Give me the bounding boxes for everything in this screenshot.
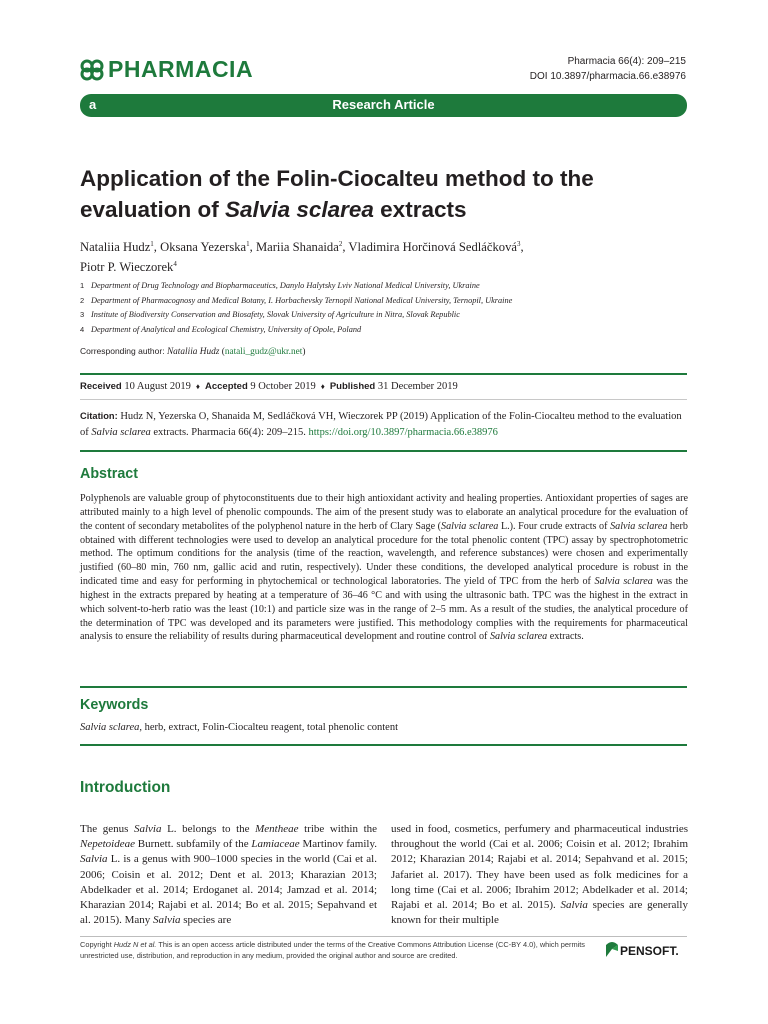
species-name: Salvia sclarea <box>489 631 548 643</box>
species-name: Salvia sclarea <box>610 520 668 532</box>
species-name: Salvia <box>80 853 108 866</box>
journal-logo[interactable] <box>80 56 253 83</box>
text-segment: was the highest in the extracts prepared by heating at a temperature of 36–46 °C and with using the ultrasonic bath. TPC was the highest in the extract in which solvent-to-herb ratio was the least (10:1) and particle size was in the range of 2–5 mm. As a result of the studies, the analytical procedure of the determination of TPC was developed and its parameters were justified. This methodology complies with the requirements for pharmaceutical analysis to ensure the reliability of results during pharmaceutical development and routine control of <box>80 576 688 643</box>
species-name: Salvia <box>133 823 162 835</box>
introduction-right-column <box>391 822 688 928</box>
journal-volume: Pharmacia 66(4): 209–215 <box>567 56 686 67</box>
author-name: Piotr P. Wieczorek <box>80 260 174 275</box>
affiliation <box>80 294 690 309</box>
author-affiliation-marker: 3 <box>516 240 521 248</box>
abstract-text <box>80 492 688 644</box>
keywords-heading: Keywords <box>80 697 149 713</box>
pensoft-logo-icon <box>604 939 620 959</box>
citation-doi-link[interactable]: https://doi.org/10.3897/pharmacia.66.e38976 <box>308 426 498 438</box>
text-segment: Martinov family. <box>299 838 377 851</box>
citation-species: Salvia sclarea <box>91 426 151 438</box>
copyright-prefix: Copyright <box>80 940 114 949</box>
publication-dates <box>80 381 458 392</box>
text-segment: Burnett. subfamily of the <box>134 838 252 851</box>
title-species: Salvia sclarea <box>225 197 374 222</box>
text-segment: Polyphenols are valuable group of phytoconstituents due to their high antioxidant activity and healing properties. Antioxidant properties of sages are attributed mainly to a high level of phenolic compounds. The aim of the present study was to elaborate an analytical procedure for the evaluation of the content of secondary metabolites of the polyphenol nature in the herb of Clary Sage ( <box>80 493 688 532</box>
keyword-species: Salvia sclarea <box>80 722 140 733</box>
journal-reference <box>530 54 686 84</box>
abstract-heading: Abstract <box>80 466 138 482</box>
text-segment: The genus <box>80 823 134 835</box>
author-name: Nataliia Hudz <box>80 240 151 255</box>
divider <box>80 744 687 746</box>
citation-text: Hudz N, Yezerska O, Shanaida M, Sedláčková VH, Wieczorek PP (2019) Application of the Folin-Ciocalteu method to the evaluation of <box>80 411 682 438</box>
corresponding-name: Nataliia Hudz <box>166 347 220 357</box>
accepted-label: Accepted <box>204 381 248 392</box>
published-label: Published <box>329 381 376 392</box>
corresponding-label: Corresponding author: <box>80 346 167 356</box>
author-affiliation-marker: 1 <box>150 240 154 248</box>
text-segment: L. belongs to the <box>161 823 256 835</box>
copyright-text: This is an open access article distributed under the terms of the Creative Commons Attribution License (CC-BY 4.0), which permits unrestricted use, distribution, and reproduction in any medium, provided the original author and source are credited. <box>80 940 585 960</box>
affiliation-number: 4 <box>80 324 85 334</box>
affiliation <box>80 279 690 294</box>
affiliation-number: 3 <box>80 310 85 320</box>
keywords-text <box>80 722 688 733</box>
author-affiliation-marker: 4 <box>173 260 177 269</box>
species-name: Salvia <box>153 914 181 927</box>
article-type-banner <box>80 94 687 117</box>
affiliation-text: Department of Pharmacognosy and Medical Botany, I. Horbachevsky Ternopil National Medical University, Ternopil, Ukraine <box>91 295 513 305</box>
title-text: Application of the Folin-Ciocalteu method to the evaluation of <box>80 166 594 222</box>
diamond-icon: ♦ <box>195 382 200 391</box>
article-title <box>80 163 690 225</box>
text-segment: herb obtained with different technologies were used to develop an analytical procedure for the total phenolic content (TPC) assay by spectrophotometric method. The optimum conditions for the analysis (time of the reaction, wavelength, and reference substances) were chosen and experimentally justified (60–80 min, 760 nm, gallic acid and rutin, respectively). Under these conditions, the developed analytical procedure is robust in the indicated time and easy for performing in phytochemical or technological laboratories. The yield of TPC from the herb of <box>80 520 688 588</box>
affiliation-number: 1 <box>80 281 85 290</box>
text-segment: species are <box>180 914 232 927</box>
open-access-icon: a <box>89 97 97 112</box>
received-date: 10 August 2019 <box>124 381 191 392</box>
text-segment: used in food, cosmetics, perfumery and pharmaceutical industries throughout the world (Cai et al. 2006; Coisin et al. 2012; Ibrahim 2012; Kharazian 2014; Rajabi et al. 2014; Sepahvand et al. 2015; Jafariet al. 2017). They have been used as folk medicines for a long time (Cai et al. 2006; Ibrahim 2012; Abdelkader et al. 2014; Rajabi et al. 2014; Bo et al. 2015). <box>391 823 688 912</box>
author-affiliation-marker: 2 <box>338 240 343 248</box>
pharmacia-logo-icon <box>80 59 104 81</box>
author-name: Mariia Shanaida <box>255 240 339 255</box>
citation-label: Citation: <box>80 411 118 421</box>
author-list: Nataliia Hudz$^1$, Oksana Yezerska$^1$, Mariia Shanaida$^2$, Vladimira Horčinová Sedláčková$^3$, Piotr P. Wieczorek$^4$ <box>80 240 524 275</box>
divider <box>80 373 687 375</box>
publisher-logo[interactable] <box>604 937 688 963</box>
publisher-name: PENSOFT. <box>620 944 679 958</box>
received-label: Received <box>80 381 122 392</box>
article-type-label: Research Article <box>332 97 435 112</box>
copyright-holder: Hudz N et al. <box>113 940 157 949</box>
divider <box>80 686 687 688</box>
published-date: 31 December 2019 <box>377 381 458 392</box>
author-affiliation-marker: 1 <box>246 240 250 248</box>
article-doi[interactable]: DOI 10.3897/pharmacia.66.e38976 <box>529 71 686 82</box>
divider <box>80 450 687 452</box>
affiliation-list <box>80 279 690 337</box>
text-segment: extracts. <box>547 631 584 643</box>
affiliation-text: Department of Analytical and Ecological Chemistry, University of Opole, Poland <box>91 324 362 334</box>
affiliation-number: 2 <box>80 295 85 305</box>
text-segment: tribe within the <box>298 823 378 835</box>
text-segment: L.). Four crude extracts of <box>498 520 611 532</box>
title-text-end: extracts <box>373 197 467 222</box>
author-name: Vladimira Horčinová Sedláčková <box>348 240 517 255</box>
species-name: Salvia <box>560 899 588 912</box>
journal-name: PHARMACIA <box>108 56 254 82</box>
footer-divider <box>80 936 687 937</box>
species-name: Nepetoideae <box>80 838 135 851</box>
affiliation <box>80 323 690 338</box>
species-name: Lamiaceae <box>251 838 300 851</box>
keyword-list: , herb, extract, Folin-Ciocalteu reagent, total phenolic content <box>139 722 399 733</box>
affiliation-text: Department of Drug Technology and Biopharmaceutics, Danylo Halytsky Lviv National Medical University, Ukraine <box>91 281 480 290</box>
citation-text-end: extracts. Pharmacia 66(4): 209–215. <box>150 426 309 438</box>
divider <box>80 399 687 400</box>
affiliation-text: Institute of Biodiversity Conservation and Biosafety, Slovak University of Agriculture in Nitra, Slovak Republic <box>91 310 460 320</box>
species-name: Mentheae <box>255 823 299 835</box>
introduction-left-column <box>80 822 377 928</box>
corresponding-email[interactable]: natali_gudz@ukr.net <box>224 347 303 357</box>
diamond-icon: ♦ <box>320 382 325 391</box>
text-segment: species are generally known for their multiple <box>391 899 688 927</box>
text-segment: L. is a genus with 900–1000 species in the world (Cai et al. 2006; Coisin et al. 2012; Dent et al. 2013; Kharazian 2013; Abdelkader et al. 2014; Erdoganet al. 2014; Jamzad et al. 2014; Kharazian 2014; Rajabi et al. 2014; Bo et al. 2015; Sepahvand et al. 2015). Many <box>80 853 377 927</box>
affiliation <box>80 308 690 323</box>
accepted-date: 9 October 2019 <box>250 381 316 392</box>
introduction-heading: Introduction <box>80 779 171 796</box>
corresponding-author: Corresponding author: Nataliia Hudz (natali_gudz@ukr.net) <box>80 346 306 357</box>
citation <box>80 409 688 440</box>
author-name: Oksana Yezerska <box>160 240 247 255</box>
species-name: Salvia sclarea <box>441 520 499 532</box>
copyright-notice <box>80 940 595 961</box>
species-name: Salvia sclarea <box>594 576 653 588</box>
